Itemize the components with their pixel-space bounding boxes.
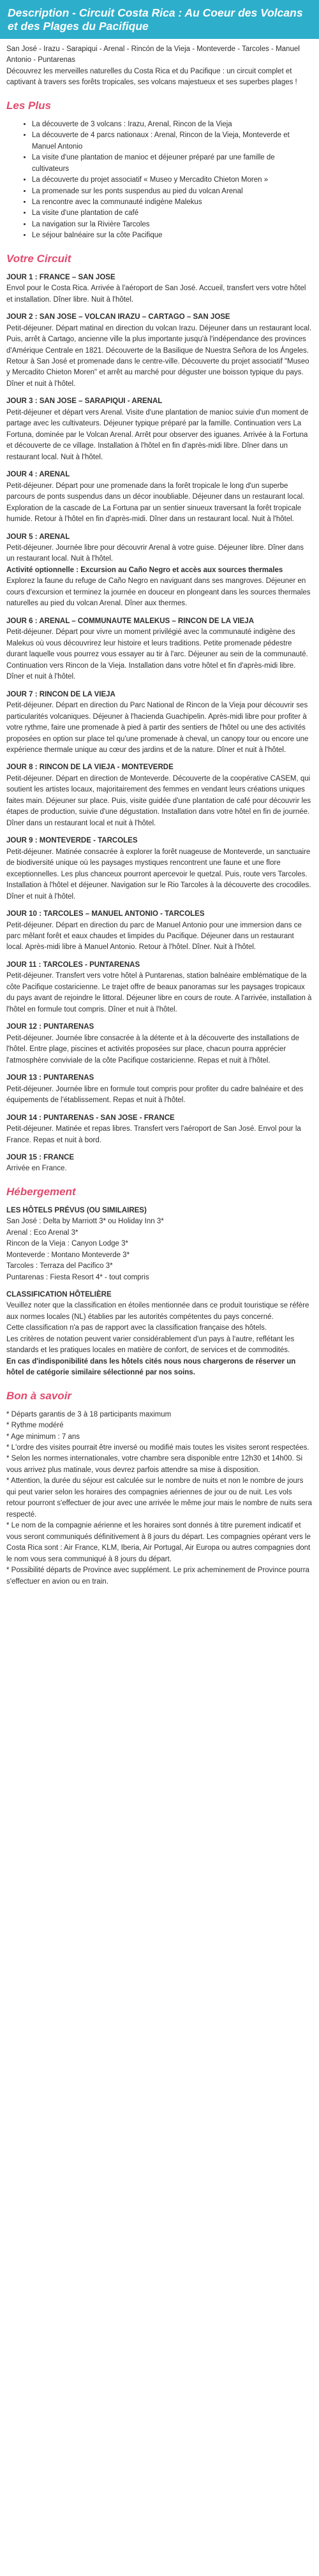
page-title: Description - Circuit Costa Rica : Au Coeur des Volcans et des Plages du Pacifique xyxy=(8,6,303,33)
plus-item: • La rencontre avec la communauté indigène Malekus xyxy=(32,197,313,208)
classification-text: Les critères de notation peuvent varier considérablement d'un pays à l'autre, reflétant les standards et les pratiques locales en matière de confort, de services et de commodités. xyxy=(6,1335,295,1355)
day-title: JOUR 7 : RINCON DE LA VIEJA xyxy=(6,690,115,698)
hotel-line: Tarcoles : Terraza del Pacifico 3* xyxy=(6,1262,113,1270)
day-title: JOUR 1 : FRANCE – SAN JOSE xyxy=(6,273,115,281)
day-13 xyxy=(6,1073,313,1106)
plus-item: • Le séjour balnéaire sur la côte Pacifique xyxy=(32,230,313,241)
optional-activity-description: Explorez la faune du refuge de Caño Negro en naviguant dans ses mangroves. Déjeuner en cours d'excursion et terminez la journée en douceur en plongeant dans les sources thermales naturelles au pied du volcan Arenal. Dîner aux thermes. xyxy=(6,577,311,608)
day-3 xyxy=(6,396,313,463)
day-title: JOUR 15 : FRANCE xyxy=(6,1153,75,1161)
savoir-section xyxy=(6,1409,313,1588)
day-title: JOUR 13 : PUNTARENAS xyxy=(6,1074,94,1082)
savoir-item: * Rythme modéré xyxy=(6,1422,64,1430)
day-title: JOUR 4 : ARENAL xyxy=(6,471,70,479)
day-11 xyxy=(6,960,313,1015)
day-title: JOUR 10 : TARCOLES – MANUEL ANTONIO - TARCOLES xyxy=(6,910,205,918)
classification-note: En cas d'indisponibilité dans les hôtels cités nous nous chargerons de réserver un hôtel de catégorie similaire sélectionné par nos soins. xyxy=(6,1357,296,1377)
intro xyxy=(6,44,313,89)
day-description: Petit-déjeuner. Journée libre pour découvrir Arenal à votre guise. Déjeuner libre. Dîner dans un restaurant local. Nuit à l'hôtel. xyxy=(6,544,304,563)
day-list xyxy=(6,272,313,1175)
hebergement-heading: Hébergement xyxy=(6,1185,76,1198)
day-title: JOUR 9 : MONTEVERDE - TARCOLES xyxy=(6,837,138,845)
plus-list xyxy=(6,119,313,242)
savoir-item: * Selon les normes internationales, votre chambre sera disponible entre 12h30 et 14h00. Si vous arrivez plus matinale, vous devrez parfois attendre sa mise à disposition. xyxy=(6,1455,303,1474)
day-description: Petit-déjeuner. Transfert vers votre hôtel à Puntarenas, station balnéaire emblématique de la côte Pacifique costaricienne. Le trajet offre de beaux panoramas sur les paysages tropicaux du pays avant de rejoindre le littoral. Déjeuner libre en cours de route. A l'arrivée, installation à l'hôtel en formule tout compris. Dîner et nuit à l'hôtel. xyxy=(6,972,312,1013)
day-description: Envol pour le Costa Rica. Arrivée à l'aéroport de San José. Accueil, transfert vers votre hôtel et installation. Dîner libre. Nuit à l'hôtel. xyxy=(6,284,306,304)
day-description: Petit-déjeuner. Départ matinal en direction du volcan Irazu. Déjeuner dans un restaurant local. Puis, arrêt à Cartago, ancienne ville la plus importante jusqu'à l'indépendance des provinces d'Amérique Centrale en 1821. Découverte de la Basilique de Nuestra Señora de los Ángeles. Retour à San José et promenade dans le centre-ville. Découverte du projet associatif "Museo y Mercadito Chieton Moren" et arrêt au marché pour déguster une boisson typique du pays. Dîner et nuit à l'hôtel. xyxy=(6,324,312,388)
day-14 xyxy=(6,1113,313,1146)
plus-item: • La navigation sur la Rivière Tarcoles xyxy=(32,219,313,230)
circuit-heading: Votre Circuit xyxy=(6,252,71,265)
spacer xyxy=(6,1283,313,1290)
hotel-line: Rincon de la Vieja : Canyon Lodge 3* xyxy=(6,1240,128,1248)
day-description: Petit-déjeuner. Départ pour une promenade dans la forêt tropicale le long d'un superbe parcours de ponts suspendus dans un décor inoubliable. Déjeuner dans un restaurant local. Exploration de la cascade de La Fortuna par un sentier sinueux traversant la forêt tropicale humide. Retour à l'hôtel en fin d'après-midi. Dîner dans un restaurant local. Nuit à l'hôtel. xyxy=(6,482,305,524)
day-10 xyxy=(6,909,313,953)
day-description: Petit-déjeuner. Départ en direction du Parc National de Rincon de la Vieja pour découvrir ses particularités volcaniques. Déjeuner à l'hacienda Guachipelin. Après-midi libre pour profiter à votre rythme, faire une promenade à pied à partir des sentiers de l'hôtel ou une des activités proposées en option sur place tel qu'une promenade à cheval, un canopy tour ou encore une expérience thermale unique au cœur des jardins et de la nature. Dîner et nuit à l'hôtel. xyxy=(6,702,309,754)
hebergement-section xyxy=(6,1205,313,1379)
day-description: Petit-déjeuner. Matinée consacrée à explorer la forêt nuageuse de Monteverde, un sanctuaire de biodiversité unique où les paysages mystiques rencontrent une faune et une flore exceptionnelles. Les plus chanceux pourront apercevoir le quetzal. Puis, route vers Tarcoles. Installation à l'hôtel et déjeuner. Navigation sur le Rio Tarcoles à la découverte des crocodiles. Dîner et nuit à l'hôtel. xyxy=(6,848,311,901)
savoir-item: * Attention, la durée du séjour est calculée sur le nombre de nuits et non le nombre de jours qui peut varier selon les horaires des compagnies aériennes de jour ou de nuit. Les vols retour pourront s'effectuer de jour avec une arrivée le même jour mais le nombre de nuits sera respecté. xyxy=(6,1477,312,1519)
savoir-item: * Age minimum : 7 ans xyxy=(6,1432,80,1441)
plus-item: • La visite d'une plantation de café xyxy=(32,208,313,219)
hotels-title: LES HÔTELS PRÉVUS (OU SIMILAIRES) xyxy=(6,1206,147,1214)
title-banner xyxy=(0,0,319,39)
day-5 xyxy=(6,532,313,610)
day-title: JOUR 11 : TARCOLES - PUNTARENAS xyxy=(6,960,140,969)
day-description: Petit-déjeuner. Départ pour vivre un moment privilégié avec la communauté indigène des Malekus où vous découvrirez leur histoire et leurs traditions. Petite promenade pédestre durant laquelle vous pourrez vous essayer au tir à l'arc. Déjeuner au sein de la communauté. Continuation vers Rincon de la Vieja. Installation dans votre hôtel et fin d'après-midi libre. Dîner et nuit à l'hôtel. xyxy=(6,628,308,681)
day-6 xyxy=(6,616,313,683)
plus-item: • La promenade sur les ponts suspendus au pied du volcan Arenal xyxy=(32,186,313,197)
intro-itinerary: San José - Irazu - Sarapiqui - Arenal - Rincón de la Vieja - Monteverde - Tarcoles - Manuel Antonio - Puntarenas xyxy=(6,45,300,64)
day-description: Arrivée en France. xyxy=(6,1165,67,1173)
hotel-line: Puntarenas : Fiesta Resort 4* - tout compris xyxy=(6,1273,149,1281)
plus-item: • La découverte du projet associatif « Museo y Mercadito Chieton Moren » xyxy=(32,175,313,186)
day-1 xyxy=(6,272,313,305)
day-title: JOUR 8 : RINCON DE LA VIEJA - MONTEVERDE xyxy=(6,763,174,772)
plus-item: • La visite d'une plantation de manioc et déjeuner préparé par une famille de cultivateurs xyxy=(32,152,313,175)
hotel-line: Monteverde : Montano Monteverde 3* xyxy=(6,1251,130,1259)
hotel-line: San José : Delta by Marriott 3* ou Holiday Inn 3* xyxy=(6,1218,164,1226)
plus-item: • La découverte de 4 parcs nationaux : Arenal, Rincon de la Vieja, Monteverde et Manuel Antonio xyxy=(32,130,313,152)
savoir-item: * Possibilité départs de Province avec supplément. Le prix acheminement de Province pourra s'effectuer en avion ou en train. xyxy=(6,1566,309,1586)
savoir-item: * Le nom de la compagnie aérienne et les horaires sont donnés à titre purement indicatif et vous seront communiqués définitivement à 8 jours du départ. Les compagnies opérant vers le Costa Rica sont : Air France, KLM, Iberia, Air Portugal, Air Europa ou autres compagnies dont le nom vous sera communiqué à 8 jours du départ. xyxy=(6,1522,311,1563)
classification-text: Cette classification n'a pas de rapport avec la classification française des hôtels. xyxy=(6,1324,267,1332)
day-title: JOUR 3 : SAN JOSE – SARAPIQUI - ARENAL xyxy=(6,397,163,406)
day-description: Petit-déjeuner. Matinée et repas libres. Transfert vers l'aéroport de San José. Envol pour la France. Repas et nuit à bord. xyxy=(6,1125,301,1144)
savoir-item: * Départs garantis de 3 à 18 participants maximum xyxy=(6,1410,172,1418)
day-12 xyxy=(6,1022,313,1066)
day-description: Petit-déjeuner. Départ en direction du parc de Manuel Antonio pour une immersion dans ce parc mêlant forêt et eaux chaudes et limpides du Pacifique. Déjeuner dans un restaurant local. Après-midi libre à Manuel Antonio. Retour à l'hôtel. Dîner. Nuit à l'hôtel. xyxy=(6,921,302,952)
classification-text: Veuillez noter que la classification en étoiles mentionnée dans ce produit touristique se réfère aux normes locales (NL) établies par les autorités compétentes du pays concerné. xyxy=(6,1302,309,1321)
hotel-line: Arenal : Eco Arenal 3* xyxy=(6,1228,78,1237)
day-description: Petit-déjeuner. Journée libre consacrée à la détente et à la découverte des installations de l'hôtel. Entre plage, piscines et activités proposées sur place, chacun pourra apprécier l'atmosphère conviviale de la côte Pacifique costaricienne. Repas et nuit à l'hôtel. xyxy=(6,1034,300,1064)
day-title: JOUR 5 : ARENAL xyxy=(6,533,70,541)
day-title: JOUR 12 : PUNTARENAS xyxy=(6,1023,94,1031)
day-title: JOUR 6 : ARENAL – COMMUNAUTE MALEKUS – RINCON DE LA VIEJA xyxy=(6,617,255,625)
day-8 xyxy=(6,762,313,829)
day-description: Petit-déjeuner. Départ en direction de Monteverde. Découverte de la coopérative CASEM, qui soutient les artistes locaux, majoritairement des femmes en vendant leurs créations uniques faites main. Déjeuner sur place. Puis, visite guidée d'une plantation de café pour découvrir les étapes de production, suivie d'une dégustation. Installation dans votre hôtel en fin de journée. Dîner dans un restaurant local et nuit à l'hôtel. xyxy=(6,774,311,827)
day-15 xyxy=(6,1152,313,1175)
day-2 xyxy=(6,312,313,390)
day-description: Petit-déjeuner. Journée libre en formule tout compris pour profiter du cadre balnéaire et des équipements de l'établissement. Repas et nuit à l'hôtel. xyxy=(6,1085,304,1105)
day-title: JOUR 2 : SAN JOSE – VOLCAN IRAZU – CARTAGO – SAN JOSE xyxy=(6,313,230,321)
day-4 xyxy=(6,469,313,525)
optional-activity-title: Activité optionnelle : Excursion au Caño Negro et accès aux sources thermales xyxy=(6,566,283,574)
intro-description: Découvrez les merveilles naturelles du Costa Rica et du Pacifique : un circuit complet et captivant à travers ses forêts tropicales, ses volcans majestueux et ses superbes plages ! xyxy=(6,67,297,87)
plus-item: • La découverte de 3 volcans : Irazu, Arenal, Rincon de la Vieja xyxy=(32,119,313,130)
day-7 xyxy=(6,689,313,756)
plus-heading: Les Plus xyxy=(6,99,51,112)
day-9 xyxy=(6,835,313,902)
day-description: Petit-déjeuner et départ vers Arenal. Visite d'une plantation de manioc suivie d'un moment de partage avec les cultivateurs. Déjeuner typique préparé par la famille. Continuation vers La Fortuna, dominée par le Volcan Arenal. Arrêt pour observer des iguanes. Arrivée à la Fortuna et découverte de ce village. Installation à l'hôtel en fin d'après-midi libre. Dîner dans un restaurant local. Nuit à l'hôtel. xyxy=(6,408,309,461)
content xyxy=(0,39,319,1598)
savoir-heading: Bon à savoir xyxy=(6,1389,72,1402)
day-title: JOUR 14 : PUNTARENAS - SAN JOSE - FRANCE xyxy=(6,1114,175,1122)
classification-title: CLASSIFICATION HÔTELIÈRE xyxy=(6,1291,112,1299)
savoir-item: * L'ordre des visites pourrait être inversé ou modifié mais toutes les visites seront respectées. xyxy=(6,1444,309,1452)
